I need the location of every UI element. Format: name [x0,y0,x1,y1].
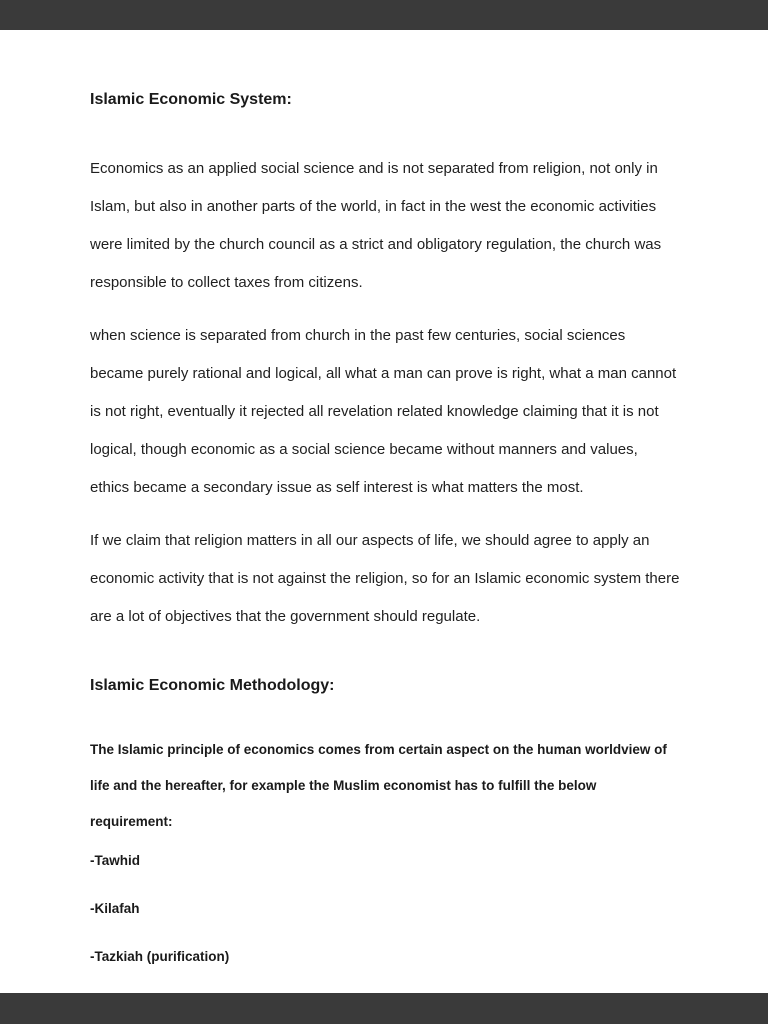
paragraph-islamic-principle: The Islamic principle of economics comes from certain aspect on the human worldview of life and the hereafter, for example the Muslim economist has to fulfill the below requirement: [90,742,667,829]
heading-islamic-economic-system: Islamic Economic System: [90,91,292,108]
paragraph-religion-matters: If we claim that religion matters in all our aspects of life, we should agree to apply an economic activity that is not against the religion, so for an Islamic economic system there are a lot of objectives that the government should regulate. [90,532,680,625]
list-item-tawhid: -Tawhid [90,853,140,868]
heading-islamic-economic-methodology: Islamic Economic Methodology: [90,677,335,694]
list-item-kilafah: -Kilafah [90,901,140,916]
paragraph-science-church: when science is separated from church in the past few centuries, social sciences became purely rational and logical, all what a man can prove is right, what a man cannot is not right, eventually it rejected all revelation related knowledge claiming that it is not logical, though economic as a social science became without manners and values, ethics became a secondary issue as self interest is what matters the most. [90,327,677,496]
paragraph-economics-religion: Economics as an applied social science and is not separated from religion, not only in Islam, but also in another parts of the world, in fact in the west the economic activities were limited by the church council as a strict and obligatory regulation, the church was responsible to collect taxes from citizens. [90,160,662,291]
list-item-tazkiah: -Tazkiah (purification) [90,949,230,964]
document-page [0,30,768,993]
